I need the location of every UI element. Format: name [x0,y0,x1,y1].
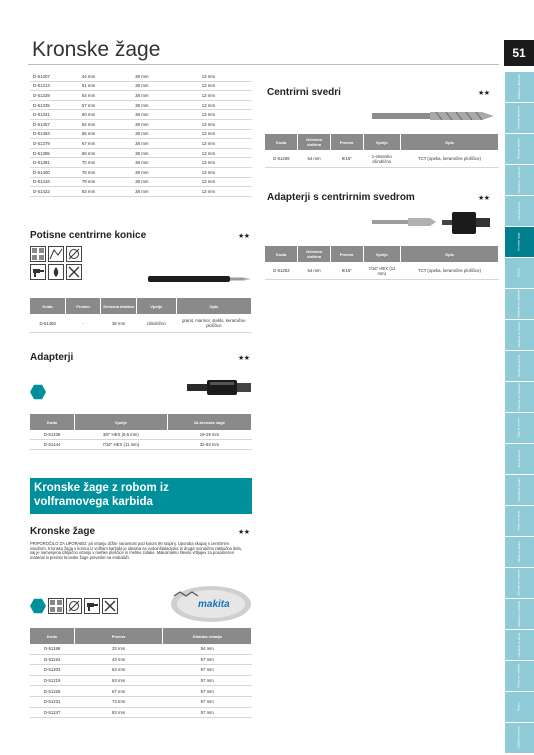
rating-stars: ★★ [238,355,250,362]
sidebar-tab-label: Oprema za varjenje [516,569,521,597]
sidebar-tab[interactable] [505,320,534,350]
table-cell: cilindrično [136,314,176,333]
tool-icons [30,264,82,280]
table-cell: 64 mm [298,262,331,280]
table-cell: 13 mm [199,139,252,149]
hex-shank-icon [30,384,46,400]
column-header: Koda [30,628,74,644]
table-cell: 13 mm [199,177,252,187]
water-icon [48,264,64,280]
brand-logo: makita [198,599,230,610]
drill-icon [30,264,46,280]
sidebar-tab-label: Oprema za obdelavo [516,383,521,411]
column-header: Premer [330,134,363,150]
table-cell: 51 mm [79,81,132,91]
sidebar-tab-label: Brušenje i poliranje [516,167,521,193]
table-cell: D-51247 [30,707,74,718]
table-cell: 68 mm [79,148,132,158]
column-header: Delovna dolžina [298,246,331,262]
sidebar-tab[interactable] [505,475,534,505]
column-header: Delovna dolžina [298,134,331,150]
title-divider [28,64,499,65]
hole-saw-table [30,72,252,197]
table-header-row [265,134,499,150]
table-cell: 13 mm [199,91,252,101]
adapterji-sveder-table [265,246,499,280]
table-cell: D-51341 [30,110,79,120]
table-row [30,675,252,686]
table-cell: 57 mm [163,675,252,686]
sidebar-tab-label: Rezanje kamena [516,106,521,130]
table-cell: 63 mm [74,675,163,686]
table-cell: 38 mm [132,91,199,101]
sidebar-tab[interactable] [505,692,534,722]
table-cell: 54 mm [79,91,132,101]
table-cell: - [65,314,100,333]
sidebar-tab[interactable] [505,258,534,288]
table-cell: D-51385 [30,148,79,158]
column-header: Za kronske žage [167,414,251,430]
table-cell: 83 mm [79,187,132,197]
table-cell: D-51329 [30,91,79,101]
sidebar-tab[interactable] [505,723,534,753]
section-title-potisne: Potisne centrirne konice [30,230,147,241]
table-row [265,262,499,280]
table-row [30,72,252,81]
rating-stars: ★★ [238,233,250,240]
table-cell: 38 mm [132,110,199,120]
table-cell: D-51391 [30,158,79,168]
sidebar-tab-label: Nastavki za vijačenje [516,289,521,319]
sidebar-tab-label: Diamantni rezalni [516,478,521,502]
sidebar-tab-label: Nastavki za vrtanje [516,322,521,348]
table-cell: D-51225 [30,686,74,697]
kronske-table [30,628,252,718]
section-title-centrirni: Centrirni svedri [267,87,341,98]
sidebar-tab[interactable] [505,382,534,412]
table-cell: 38 mm [132,100,199,110]
table-cell: 38 mm [132,167,199,177]
column-header: Vpetje [136,298,176,314]
table-cell: 9/16" [330,262,363,280]
sidebar-tab[interactable] [505,444,534,474]
table-cell: 70 mm [79,158,132,168]
table-cell: 79 mm [79,177,132,187]
column-header: Premer [330,246,363,262]
banner-line-1: Kronske žage z robom iz [34,482,169,494]
table-cell: 54 mm [163,644,252,654]
table-cell: 13 mm [199,100,252,110]
table-row [30,187,252,197]
table-cell: D-51307 [30,72,79,81]
sidebar-tab[interactable] [505,537,534,567]
table-cell: 57 mm [79,100,132,110]
usage-description: PRIPOROČILO ZA UPORABO: pri vrtanju držite naravnost pod kotom 90 stopinj. Uporaba skupaj s centrirnim svedrom. Kronska žaga s konico iz volfram karbida je idealna za vodoinštalacijska in druga montažna zaključna dela, saj je namenjena izključno vrtanju v mehke ploščice in mehke zidake. Maksimalno število vrtljajev za posamezen material in premer kronske žage preverite na embalaži. [30,541,242,560]
column-header: Opis [400,246,498,262]
centrirni-table [265,134,499,168]
table-cell: 57 mm [163,686,252,697]
column-header: Vpetje [74,414,167,430]
sidebar-tab-label: Brušenje kamna [516,355,521,377]
table-header-row [30,298,252,314]
carbide-hole-saw-image [168,582,254,626]
column-header: Opis [400,134,498,150]
table-row [30,440,252,450]
table-cell: D-51188 [30,644,74,654]
sidebar-tab-label: Svedri [516,268,521,278]
column-header: Globina vrtanja [163,628,252,644]
no-hammer-icon [66,264,82,280]
hex-shank-icons [30,384,46,400]
column-header: Koda [265,246,298,262]
table-cell: 67 mm [79,139,132,149]
table-cell: 44 mm [79,72,132,81]
table-cell: 9/16" [330,150,363,168]
table-header-row [30,628,252,644]
table-header-row [265,246,499,262]
column-header: Premer [74,628,163,644]
table-cell: 38 mm [132,158,199,168]
banner-line-2: volframovega karbida [34,496,153,508]
table-row [30,100,252,110]
table-row [30,119,252,129]
sidebar-tab-label: Rezanje metala [516,138,521,160]
sidebar-tab-label: Rezanje drva [516,202,521,220]
table-cell: 38 mm [132,177,199,187]
sidebar-tab[interactable] [505,72,534,102]
column-header: Opis [176,298,251,314]
tile-icon [30,246,46,262]
table-cell: granit, marmor, steklo, keramične ploščice [176,314,251,333]
table-row [30,91,252,101]
table-cell: 13 mm [199,129,252,139]
table-row [265,150,499,168]
table-cell: D-51422 [30,187,79,197]
sidebar-tab[interactable] [505,568,534,598]
table-row [30,654,252,665]
sidebar-tab[interactable] [505,351,534,381]
hole-saw-icon [66,246,82,262]
table-cell: 64 mm [79,119,132,129]
table-cell: 67 mm [74,686,163,697]
table-cell: 38 mm [132,139,199,149]
table-cell: 38 mm [132,119,199,129]
table-cell: D-51379 [30,139,79,149]
table-cell: 64 mm [298,150,331,168]
table-cell: 13 mm [199,72,252,81]
sidebar-tab[interactable] [505,661,534,691]
table-cell: 33 mm [74,644,163,654]
table-cell: 13 mm [199,110,252,120]
table-cell: 38 mm [132,129,199,139]
sidebar-tab-label: Pribor za stroje [516,510,521,532]
table-cell: 3/8" HEX (9,5 mm) [74,430,167,440]
table-cell: D-51269 [265,150,298,168]
table-cell: D-51194 [30,654,74,665]
table-row [30,167,252,177]
adapterji-table [30,414,252,450]
table-cell: D-51438 [30,430,74,440]
sidebar-tab[interactable] [505,630,534,660]
table-cell: D-51444 [30,440,74,450]
rating-stars: ★★ [478,90,490,97]
column-header: Koda [265,134,298,150]
potisne-table [30,298,252,333]
table-cell: 43 mm [74,654,163,665]
table-cell: 83 mm [74,707,163,718]
table-cell: 65 mm [79,129,132,139]
table-cell: 57 mm [163,654,252,665]
table-cell: 13 mm [199,81,252,91]
table-row [30,81,252,91]
table-cell: D-51416 [30,177,79,187]
table-row [30,430,252,440]
sidebar-tab[interactable] [505,165,534,195]
table-cell: 38 mm [132,187,199,197]
rating-stars: ★★ [238,529,250,536]
table-cell: 73 mm [74,696,163,707]
stone-icon [48,246,64,262]
table-cell: D-51203 [30,665,74,676]
sidebar-tab[interactable] [505,103,534,133]
column-header: Premer [65,298,100,314]
table-cell: D-51400 [30,167,79,177]
sidebar-tab-label: Brusni papirji [516,450,521,468]
table-cell: 13 mm [199,148,252,158]
kronske-icons [30,598,118,614]
sidebar-tab[interactable] [505,506,534,536]
table-cell: 38 mm [101,314,136,333]
sidebar-tab-label: Pribor za vrtalnike [516,663,521,689]
table-cell: TCT (opeka, keramične ploščice) [400,262,498,280]
sidebar-tab-label: Rezila za škarje [516,541,521,563]
table-cell: D-51231 [30,696,74,707]
column-header: Vpetje [363,246,400,262]
table-row [30,686,252,697]
table-cell: D-51219 [30,675,74,686]
table-row [30,148,252,158]
no-hammer-icon [102,598,118,614]
table-cell: D-51335 [30,100,79,110]
section-title-adapterji-sveder: Adapterji s centrirnim svedrom [267,192,415,203]
table-header-row [30,414,252,430]
table-cell: 57 mm [163,696,252,707]
table-cell: 7/16" HEX (11 mm) [363,262,400,280]
sidebar-tab-label: Žage za kovino [516,417,521,439]
table-cell: TCT (opeka, keramične ploščice) [400,150,498,168]
table-cell: D-51450 [30,314,65,333]
table-row [30,139,252,149]
table-cell: 19-29 mm [167,430,251,440]
sidebar-tab[interactable] [505,599,534,629]
table-row [30,177,252,187]
pilot-drill-image [372,108,496,124]
table-cell: 38 mm [132,72,199,81]
sidebar-tab-label: Zaščitna oprema [516,726,521,750]
sidebar-tab-label: Bušenje i dlijetanje [516,74,521,100]
table-cell: 57 mm [163,707,252,718]
sidebar-tab-label: Razno [516,702,521,712]
table-row [30,129,252,139]
sidebar-tab[interactable] [505,134,534,164]
column-header: Vpetje [363,134,400,150]
table-cell: 13 mm [199,158,252,168]
table-cell: 60 mm [79,110,132,120]
column-header: Koda [30,298,65,314]
rating-stars: ★★ [478,195,490,202]
table-cell: D-51313 [30,81,79,91]
page-number: 51 [504,40,534,66]
page-title: Kronske žage [32,38,161,61]
table-cell: 53 mm [74,665,163,676]
table-cell: 38 mm [132,148,199,158]
tile-icon [48,598,64,614]
column-header: Delovna dolžina [101,298,136,314]
table-cell: D-51253 [265,262,298,280]
table-cell: 1-stransko cilindrično [363,150,400,168]
table-row [30,110,252,120]
table-row [30,158,252,168]
table-cell: 13 mm [199,167,252,177]
section-banner [30,478,252,514]
hole-saw-icon [66,598,82,614]
table-row [30,644,252,654]
sidebar-tab-label: Kronske žage [516,232,521,252]
table-cell: 57 mm [163,665,252,676]
table-cell: D-51357 [30,119,79,129]
sidebar-tab[interactable] [505,413,534,443]
application-icons [30,246,82,262]
adapter-with-drill-image [372,206,496,240]
section-title-kronske: Kronske žage [30,526,96,537]
sidebar-tab-label: Baterije in polnilniki [516,601,521,627]
table-row [30,665,252,676]
sidebar-tab-label: Nastavki za stroje [516,633,521,657]
pilot-bit-image [148,272,252,286]
table-cell: D-51363 [30,129,79,139]
adapter-image [185,368,255,408]
table-cell: 38 mm [132,81,199,91]
sidebar-tab[interactable] [505,196,534,226]
table-cell: 13 mm [199,187,252,197]
table-cell: 13 mm [199,119,252,129]
section-title-adapterji: Adapterji [30,352,74,363]
table-cell: 76 mm [79,167,132,177]
table-row [30,696,252,707]
column-header: Koda [30,414,74,430]
sidebar-tab[interactable] [505,289,534,319]
table-row [30,707,252,718]
table-cell: 7/16" HEX (11 mm) [74,440,167,450]
table-cell: 32-83 mm [167,440,251,450]
sidebar-tab[interactable] [505,227,534,257]
table-row [30,314,252,333]
drill-icon [84,598,100,614]
hex-shank-icon [30,598,46,614]
